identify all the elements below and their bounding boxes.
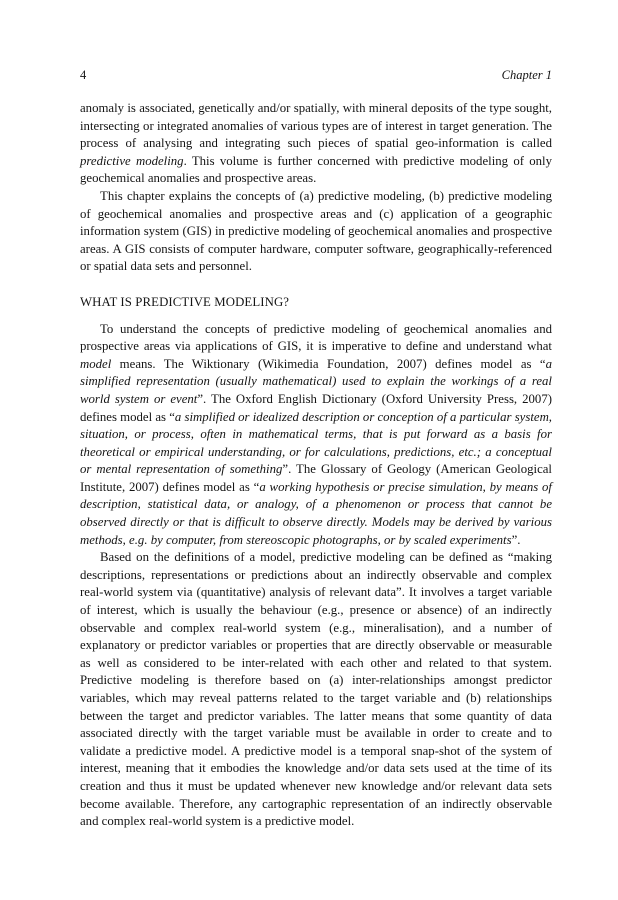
definitions-paragraph: To understand the concepts of predictive modeling of geochemical anomalies and prospective areas via applications of GIS, it is imperative to define and understand what model means. The Wiktionary (Wikimedia Foundation, 2007) defines model as “a simplified representation (usually mathematical) used to explain the workings of a real world system or event”. The Oxford English Dictionary (Oxford University Press, 2007) defines model as “a simplified or idealized description or conception of a particular system, situation, or process, often in mathematical terms, that is put forward as a basis for theoretical or empirical understanding, or for calculations, predictions, etc.; a conceptual or mental representation of something”. The Glossary of Geology (American Geological Institute, 2007) defines model as “a working hypothesis or precise simulation, by means of description, statistical data, or analogy, of a phenomenon or process that cannot be observed directly or that is difficult to observe directly. Models may be derived by various methods, e.g. by computer, from stereoscopic photographs, or by scaled experiments”. <box>80 321 553 547</box>
intro-paragraph-1: anomaly is associated, genetically and/or spatially, with mineral deposits of the type sought, intersecting or integrated anomalies of various types are of interest in target generation. The process of analysing and integrating such pieces of spatial geo-information is called predictive modeling. This volume is further concerned with predictive modeling of only geochemical anomalies and prospective areas. <box>80 101 553 186</box>
intro-paragraph-2: This chapter explains the concepts of (a) predictive modeling, (b) predictive modeling of geochemical anomalies and prospective areas and (c) application of a geographic information system (GIS) in predictive modeling of geochemical anomalies and prospective areas. A GIS consists of computer hardware, computer software, geographically-referenced or spatial data sets and personnel. <box>80 188 552 274</box>
page-body <box>80 100 552 831</box>
section-heading: WHAT IS PREDICTIVE MODELING? <box>80 294 290 309</box>
predictive-modeling-paragraph: Based on the definitions of a model, predictive modeling can be defined as “making descriptions, representations or predictions about an indirectly observable and complex real-world system via (quantitative) analysis of relevant data”. It involves a target variable of interest, which is usually the behaviour (e.g., presence or absence) of an indirectly observable and complex real-world system (e.g., mineralisation), and a number of explanatory or predictor variables or properties that are directly observable or measurable as well as considered to be inter-related with each other and related to that system. Predictive modeling is therefore based on (a) inter-relationships amongst predictor variables, which may reveal patterns related to the target variable and (b) relationships between the target and predictor variables. The latter means that some quantity of data associated directly with the target variable must be available in order to create and to validate a predictive model. A predictive model is a temporal snap-shot of the system of interest, meaning that it embodies the knowledge and/or data sets used at the time of its creation and thus it must be updated whenever new knowledge and/or relevant data sets become available. Therefore, any cartographic representation of an indirectly observable and complex real-world system is a predictive model. <box>80 550 552 829</box>
page-header <box>80 68 552 86</box>
running-chapter-title: Chapter 1 <box>501 68 552 82</box>
page-number: 4 <box>80 68 87 82</box>
